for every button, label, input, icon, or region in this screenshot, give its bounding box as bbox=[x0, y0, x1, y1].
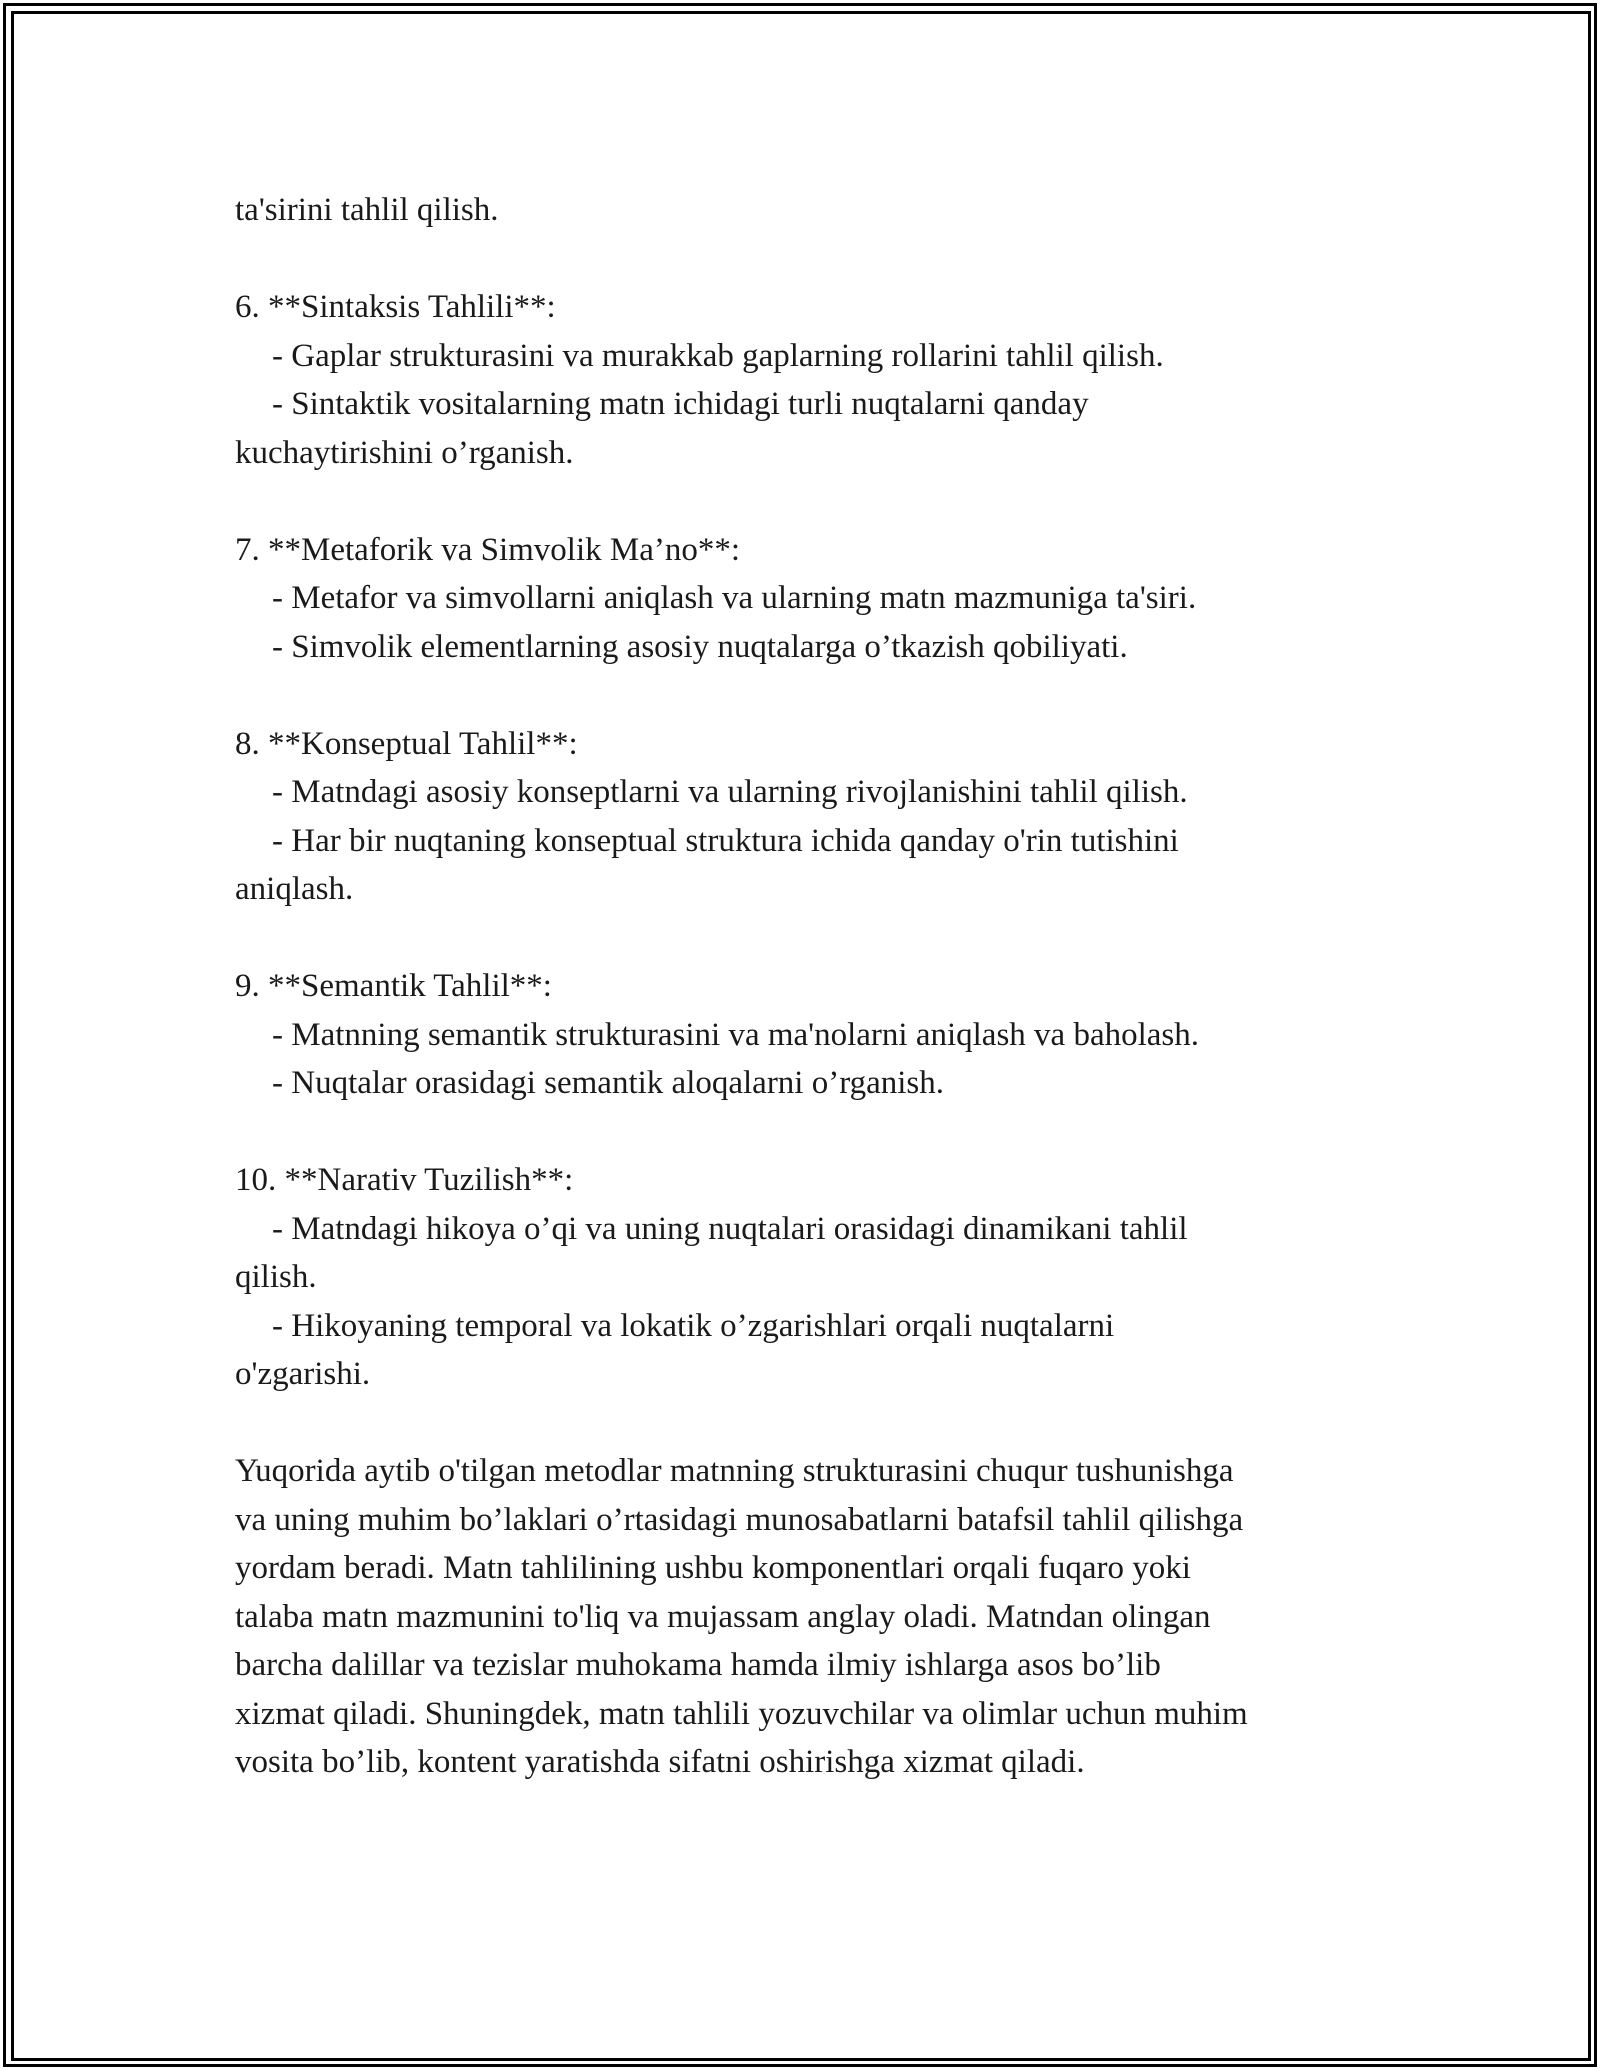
paragraph-line: xizmat qiladi. Shuningdek, matn tahlili yozuvchilar va olimlar uchun muhim bbox=[235, 1695, 1248, 1732]
section-line: - Simvolik elementlarning asosiy nuqtalarga o’tkazish qobiliyati. bbox=[272, 628, 1128, 665]
section-line: - Matndagi hikoya o’qi va uning nuqtalari orasidagi dinamikani tahlil bbox=[272, 1210, 1188, 1247]
conclusion-paragraph bbox=[235, 1447, 1385, 1787]
section-line: - Har bir nuqtaning konseptual struktura ichida qanday o'rin tutishini bbox=[272, 822, 1179, 859]
section-line: - Metafor va simvollarni aniqlash va ularning matn mazmuniga ta'siri. bbox=[272, 580, 1197, 616]
section-line: - Matndagi asosiy konseptlarni va ularning rivojlanishini tahlil qilish. bbox=[272, 774, 1188, 810]
spacer bbox=[235, 671, 1385, 720]
paragraph-line: va uning muhim bo’laklari o’rtasidagi munosabatlarni batafsil tahlil qilishga bbox=[235, 1501, 1244, 1538]
section-line: - Nuqtalar orasidagi semantik aloqalarni o’rganish. bbox=[272, 1065, 945, 1101]
section-line: o'zgarishi. bbox=[235, 1356, 371, 1392]
spacer bbox=[235, 914, 1385, 963]
spacer bbox=[235, 235, 1385, 284]
document-body bbox=[235, 186, 1385, 1787]
spacer bbox=[235, 1399, 1385, 1448]
paragraph-line: talaba matn mazmunini to'liq va mujassam anglay oladi. Matndan olingan bbox=[235, 1598, 1211, 1635]
section-line: - Gaplar strukturasini va murakkab gaplarning rollarini tahlil qilish. bbox=[272, 337, 1164, 374]
paragraph-line: vosita bo’lib, kontent yaratishda sifatni oshirishga xizmat qiladi. bbox=[235, 1744, 1085, 1780]
section-heading: 6. **Sintaksis Tahlili**: bbox=[235, 289, 556, 325]
section-line: kuchaytirishini o’rganish. bbox=[235, 434, 574, 471]
section-6 bbox=[235, 283, 1385, 477]
section-line: - Hikoyaning temporal va lokatik o’zgarishlari orqali nuqtalarni bbox=[272, 1307, 1115, 1344]
spacer bbox=[235, 1108, 1385, 1157]
section-9 bbox=[235, 962, 1385, 1108]
section-10 bbox=[235, 1156, 1385, 1399]
section-line: - Matnning semantik strukturasini va ma'nolarni aniqlash va baholash. bbox=[272, 1016, 1199, 1053]
paragraph-line: yordam beradi. Matn tahlilining ushbu komponentlari orqali fuqaro yoki bbox=[235, 1550, 1191, 1586]
section-line: qilish. bbox=[235, 1259, 317, 1295]
paragraph-line: Yuqorida aytib o'tilgan metodlar matnning strukturasini chuqur tushunishga bbox=[235, 1453, 1234, 1489]
section-heading: 7. **Metaforik va Simvolik Ma’no**: bbox=[235, 531, 741, 568]
continuation-line: ta'sirini tahlil qilish. bbox=[235, 192, 499, 228]
section-heading: 9. **Semantik Tahlil**: bbox=[235, 968, 552, 1004]
section-line: - Sintaktik vositalarning matn ichidagi turli nuqtalarni qanday bbox=[272, 386, 1089, 422]
section-line: aniqlash. bbox=[235, 871, 354, 907]
section-heading: 8. **Konseptual Tahlil**: bbox=[235, 725, 578, 762]
paragraph-line: barcha dalillar va tezislar muhokama hamda ilmiy ishlarga asos bo’lib bbox=[235, 1647, 1161, 1683]
spacer bbox=[235, 477, 1385, 526]
section-7 bbox=[235, 526, 1385, 672]
section-heading: 10. **Narativ Tuzilish**: bbox=[235, 1162, 574, 1198]
section-8 bbox=[235, 720, 1385, 914]
